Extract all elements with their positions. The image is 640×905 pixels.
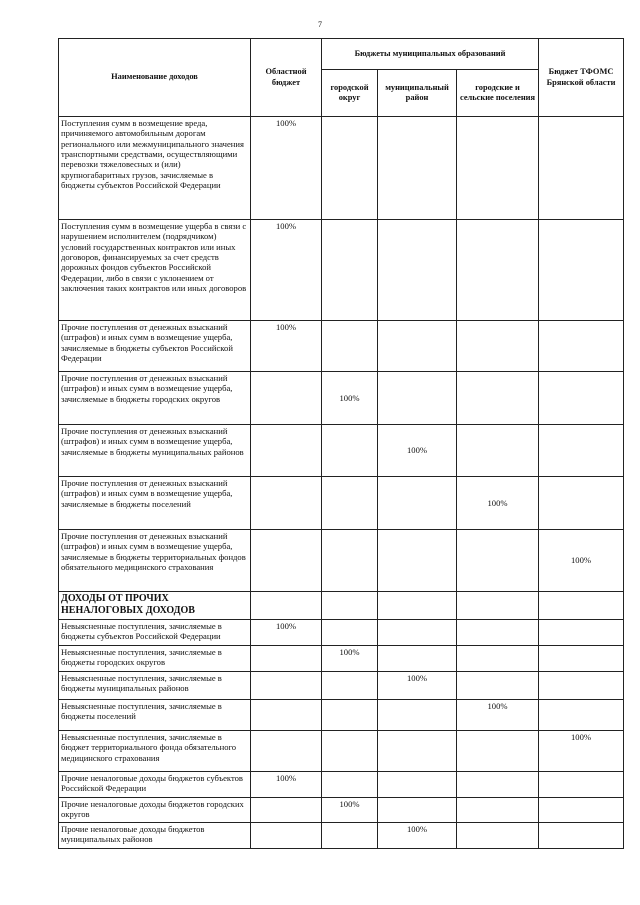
city-share-cell [322, 772, 378, 798]
municipal-share-cell [378, 477, 457, 530]
section-row [59, 592, 624, 620]
regional-share-cell [251, 823, 322, 849]
city-share-cell [322, 425, 378, 477]
revenue-name-cell: Прочие неналоговые доходы бюджетов субъектов Российской Федерации [59, 772, 251, 798]
revenue-name-cell: Невыясненные поступления, зачисляемые в бюджеты муниципальных районов [59, 672, 251, 700]
municipal-share-cell [378, 372, 457, 425]
settlement-share-cell [457, 646, 539, 672]
settlement-share-cell [457, 425, 539, 477]
city-share-cell [322, 477, 378, 530]
table-row [59, 772, 624, 798]
settlement-share-cell [457, 672, 539, 700]
table-row [59, 672, 624, 700]
header-urban-rural-settlements: городские и сельские поселения [457, 70, 539, 117]
header-city-district: городской округ [322, 70, 378, 117]
municipal-share-cell [378, 530, 457, 592]
tfoms-share-cell [539, 646, 624, 672]
settlement-share-cell [457, 321, 539, 372]
municipal-share-cell [378, 700, 457, 731]
tfoms-share-cell [539, 620, 624, 646]
header-regional-budget: Областной бюджет [251, 39, 322, 117]
settlement-share-cell: 100% [457, 477, 539, 530]
tfoms-share-cell [539, 477, 624, 530]
municipal-share-cell [378, 798, 457, 823]
municipal-share-cell: 100% [378, 672, 457, 700]
city-share-cell [322, 530, 378, 592]
municipal-share-cell [378, 646, 457, 672]
section-heading: ДОХОДЫ ОТ ПРОЧИХ НЕНАЛОГОВЫХ ДОХОДОВ [59, 592, 251, 620]
regional-share-cell: 100% [251, 772, 322, 798]
tfoms-share-cell: 100% [539, 731, 624, 772]
municipal-share-cell: 100% [378, 425, 457, 477]
tfoms-share-cell [539, 425, 624, 477]
table-row [59, 646, 624, 672]
city-share-cell: 100% [322, 646, 378, 672]
regional-share-cell: 100% [251, 321, 322, 372]
header-tfoms-budget: Бюджет ТФОМС Брянской области [539, 39, 624, 117]
municipal-share-cell [378, 772, 457, 798]
revenue-name-cell: Невыясненные поступления, зачисляемые в бюджет территориального фонда обязательного медицинского страхования [59, 731, 251, 772]
revenue-name-cell: Прочие поступления от денежных взысканий (штрафов) и иных сумм в возмещение ущерба, зачисляемые в бюджеты городских округов [59, 372, 251, 425]
revenue-name-cell: Прочие поступления от денежных взысканий (штрафов) и иных сумм в возмещение ущерба, зачисляемые в бюджеты муниципальных районов [59, 425, 251, 477]
table-row [59, 731, 624, 772]
regional-share-cell: 100% [251, 117, 322, 220]
header-revenue-name: Наименование доходов [59, 39, 251, 117]
table-row [59, 823, 624, 849]
tfoms-share-cell [539, 117, 624, 220]
revenue-name-cell: Прочие неналоговые доходы бюджетов муниципальных районов [59, 823, 251, 849]
city-share-cell [322, 731, 378, 772]
revenue-name-cell: Прочие поступления от денежных взысканий (штрафов) и иных сумм в возмещение ущерба, зачисляемые в бюджеты территориальных фондов обязательного медицинского страхования [59, 530, 251, 592]
city-share-cell: 100% [322, 372, 378, 425]
table-row [59, 425, 624, 477]
settlement-share-cell [457, 620, 539, 646]
tfoms-share-cell [539, 798, 624, 823]
table-row [59, 220, 624, 321]
revenue-distribution-table [58, 38, 624, 849]
municipal-share-cell [378, 321, 457, 372]
table-row [59, 620, 624, 646]
settlement-share-cell [457, 220, 539, 321]
revenue-name-cell: Прочие поступления от денежных взысканий (штрафов) и иных сумм в возмещение ущерба, зачисляемые в бюджеты поселений [59, 477, 251, 530]
settlement-share-cell [457, 772, 539, 798]
table-row [59, 372, 624, 425]
regional-share-cell [251, 700, 322, 731]
settlement-share-cell [457, 530, 539, 592]
regional-share-cell [251, 646, 322, 672]
municipal-share-cell [378, 220, 457, 321]
header-municipal-district: муниципальный район [378, 70, 457, 117]
tfoms-share-cell: 100% [539, 530, 624, 592]
city-share-cell [322, 672, 378, 700]
city-share-cell [322, 321, 378, 372]
tfoms-share-cell [539, 772, 624, 798]
regional-share-cell: 100% [251, 620, 322, 646]
regional-share-cell [251, 530, 322, 592]
regional-share-cell [251, 672, 322, 700]
tfoms-share-cell [539, 220, 624, 321]
city-share-cell [322, 220, 378, 321]
city-share-cell [322, 823, 378, 849]
table-row [59, 117, 624, 220]
city-share-cell [322, 592, 378, 620]
table-row [59, 321, 624, 372]
revenue-name-cell: Поступления сумм в возмещение вреда, причиняемого автомобильным дорогам регионального или межмуниципального значения транспортными средствами, осуществляющими перевозки тяжеловесных и (или) крупногабаритных грузов, зачисляемые в бюджеты субъектов Российской Федерации [59, 117, 251, 220]
settlement-share-cell [457, 731, 539, 772]
municipal-share-cell: 100% [378, 823, 457, 849]
city-share-cell [322, 620, 378, 646]
regional-share-cell [251, 372, 322, 425]
regional-share-cell [251, 592, 322, 620]
municipal-share-cell [378, 620, 457, 646]
municipal-share-cell [378, 731, 457, 772]
regional-share-cell [251, 477, 322, 530]
tfoms-share-cell [539, 672, 624, 700]
revenue-name-cell: Невыясненные поступления, зачисляемые в бюджеты субъектов Российской Федерации [59, 620, 251, 646]
settlement-share-cell [457, 823, 539, 849]
table-row [59, 530, 624, 592]
regional-share-cell [251, 798, 322, 823]
tfoms-share-cell [539, 592, 624, 620]
tfoms-share-cell [539, 700, 624, 731]
city-share-cell [322, 117, 378, 220]
regional-share-cell: 100% [251, 220, 322, 321]
revenue-name-cell: Невыясненные поступления, зачисляемые в бюджеты поселений [59, 700, 251, 731]
table-row [59, 700, 624, 731]
tfoms-share-cell [539, 321, 624, 372]
tfoms-share-cell [539, 372, 624, 425]
municipal-share-cell [378, 592, 457, 620]
settlement-share-cell [457, 592, 539, 620]
tfoms-share-cell [539, 823, 624, 849]
revenue-name-cell: Невыясненные поступления, зачисляемые в бюджеты городских округов [59, 646, 251, 672]
municipal-share-cell [378, 117, 457, 220]
table-row [59, 477, 624, 530]
regional-share-cell [251, 731, 322, 772]
city-share-cell [322, 700, 378, 731]
settlement-share-cell [457, 117, 539, 220]
regional-share-cell [251, 425, 322, 477]
settlement-share-cell [457, 372, 539, 425]
header-municipal-budgets: Бюджеты муниципальных образований [322, 39, 539, 70]
revenue-name-cell: Поступления сумм в возмещение ущерба в связи с нарушением исполнителем (подрядчиком) условий государственных контрактов или иных договоров, финансируемых за счет средств дорожных фондов субъектов Российской Федерации, либо в связи с уклонением от заключения таких контрактов или иных договоров [59, 220, 251, 321]
city-share-cell: 100% [322, 798, 378, 823]
settlement-share-cell [457, 798, 539, 823]
page-number: 7 [318, 20, 322, 29]
settlement-share-cell: 100% [457, 700, 539, 731]
revenue-name-cell: Прочие поступления от денежных взысканий (штрафов) и иных сумм в возмещение ущерба, зачисляемые в бюджеты субъектов Российской Федерации [59, 321, 251, 372]
revenue-name-cell: Прочие неналоговые доходы бюджетов городских округов [59, 798, 251, 823]
table-row [59, 798, 624, 823]
